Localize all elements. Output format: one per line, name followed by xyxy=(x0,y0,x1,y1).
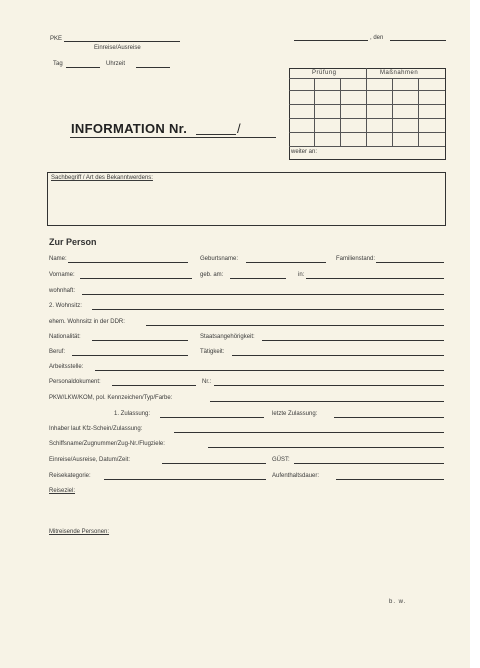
geburtsname-field[interactable] xyxy=(246,262,326,263)
name-field[interactable] xyxy=(68,262,188,263)
title-underline xyxy=(70,137,276,138)
familienstand-field[interactable] xyxy=(376,262,444,263)
wohnhaft-label: wohnhaft: xyxy=(49,288,76,294)
mitreisende-label: Mitreisende Personen: xyxy=(49,529,110,535)
table-row-line xyxy=(289,118,445,119)
table-col-line xyxy=(314,78,315,146)
arbeitsstelle-field[interactable] xyxy=(95,370,444,371)
ehem-wohnsitz-label: ehem. Wohnsitz in der DDR: xyxy=(49,319,125,325)
name-label: Name: xyxy=(49,256,67,262)
zweit-wohnsitz-label: 2. Wohnsitz: xyxy=(49,303,82,309)
table-divider xyxy=(366,68,367,146)
table-row-line xyxy=(289,146,445,147)
erste-zulassung-label: 1. Zulassung: xyxy=(114,411,151,417)
familienstand-label: Familienstand: xyxy=(336,256,376,262)
weiter-an-label: weiter an: xyxy=(291,149,318,155)
table-row-line xyxy=(289,90,445,91)
arbeitsstelle-label: Arbeitsstelle: xyxy=(49,364,84,370)
erste-zulassung-field[interactable] xyxy=(160,417,264,418)
massnahmen-header: Maßnahmen xyxy=(380,70,419,76)
taetigkeit-label: Tätigkeit: xyxy=(200,349,225,355)
geb-in-label: in: xyxy=(298,272,305,278)
date-label: , den xyxy=(370,35,384,41)
table-col-line xyxy=(340,78,341,146)
inhaber-label: Inhaber laut Kfz-Schein/Zulassung: xyxy=(49,426,143,432)
place-field[interactable] xyxy=(294,40,368,41)
person-heading: Zur Person xyxy=(49,237,97,247)
pkf-label: PKE xyxy=(50,36,63,42)
sachbegriff-label: Sachbegriff / Art des Bekanntwerdens: xyxy=(51,175,153,181)
geb-am-field[interactable] xyxy=(230,278,286,279)
vorname-label: Vorname: xyxy=(49,272,75,278)
geb-am-label: geb. am: xyxy=(200,272,224,278)
reisekategorie-label: Reisekategorie: xyxy=(49,473,91,479)
table-row-line xyxy=(289,132,445,133)
uhrzeit-label: Uhrzeit xyxy=(106,61,126,67)
aufenthaltsdauer-field[interactable] xyxy=(336,479,444,480)
guest-label: GÜST: xyxy=(272,457,290,463)
uhrzeit-field[interactable] xyxy=(136,67,170,68)
zweit-wohnsitz-field[interactable] xyxy=(92,309,444,310)
pkf-sub-label: Einreise/Ausreise xyxy=(94,45,141,51)
vorname-field[interactable] xyxy=(80,278,192,279)
personaldokument-label: Personaldokument: xyxy=(49,379,101,385)
schiffsname-field[interactable] xyxy=(208,447,444,448)
nationalitaet-field[interactable] xyxy=(92,340,188,341)
info-number-field[interactable] xyxy=(196,134,236,135)
schiffsname-label: Schiffsname/Zugnummer/Zug-Nr./Flugziele: xyxy=(49,441,165,447)
beruf-field[interactable] xyxy=(72,355,188,356)
reiseziel-label: Reiseziel: xyxy=(49,488,76,494)
dokument-nr-label: Nr.: xyxy=(202,379,212,385)
date-field[interactable] xyxy=(390,40,446,41)
table-row-line xyxy=(289,104,445,105)
pkf-field[interactable] xyxy=(64,41,180,42)
personaldokument-field[interactable] xyxy=(112,385,196,386)
wohnhaft-field[interactable] xyxy=(82,294,444,295)
staatszugehoerigkeit-field[interactable] xyxy=(262,340,444,341)
pkw-field[interactable] xyxy=(210,401,444,402)
title-slash: / xyxy=(237,121,241,136)
document-title: INFORMATION Nr. xyxy=(71,121,188,136)
guest-field[interactable] xyxy=(294,463,444,464)
table-col-line xyxy=(392,78,393,146)
einreise-ausreise-field[interactable] xyxy=(162,463,266,464)
aufenthaltsdauer-label: Aufenthaltsdauer: xyxy=(272,473,320,479)
geb-in-field[interactable] xyxy=(306,278,444,279)
letzte-zulassung-field[interactable] xyxy=(334,417,444,418)
table-row-line xyxy=(289,78,445,79)
page-margin xyxy=(470,0,480,668)
nationalitaet-label: Nationalität: xyxy=(49,334,81,340)
ehem-wohnsitz-field[interactable] xyxy=(146,325,444,326)
geburtsname-label: Geburtsname: xyxy=(200,256,239,262)
einreise-ausreise-label: Einreise/Ausreise, Datum/Zeit: xyxy=(49,457,131,463)
beruf-label: Beruf: xyxy=(49,349,66,355)
pruefung-header: Prüfung xyxy=(312,70,337,76)
pkw-label: PKW/LKW/KOM, pol. Kennzeichen/Typ/Farbe: xyxy=(49,395,173,401)
tag-label: Tag xyxy=(53,61,63,67)
letzte-zulassung-label: letzte Zulassung: xyxy=(272,411,318,417)
taetigkeit-field[interactable] xyxy=(232,355,444,356)
tag-field[interactable] xyxy=(66,67,100,68)
dokument-nr-field[interactable] xyxy=(214,385,444,386)
bitte-wenden-note: b. w. xyxy=(389,599,407,605)
reisekategorie-field[interactable] xyxy=(104,479,266,480)
staatszugehoerigkeit-label: Staatsangehörigkeit: xyxy=(200,334,255,340)
table-col-line xyxy=(418,78,419,146)
inhaber-field[interactable] xyxy=(174,432,444,433)
